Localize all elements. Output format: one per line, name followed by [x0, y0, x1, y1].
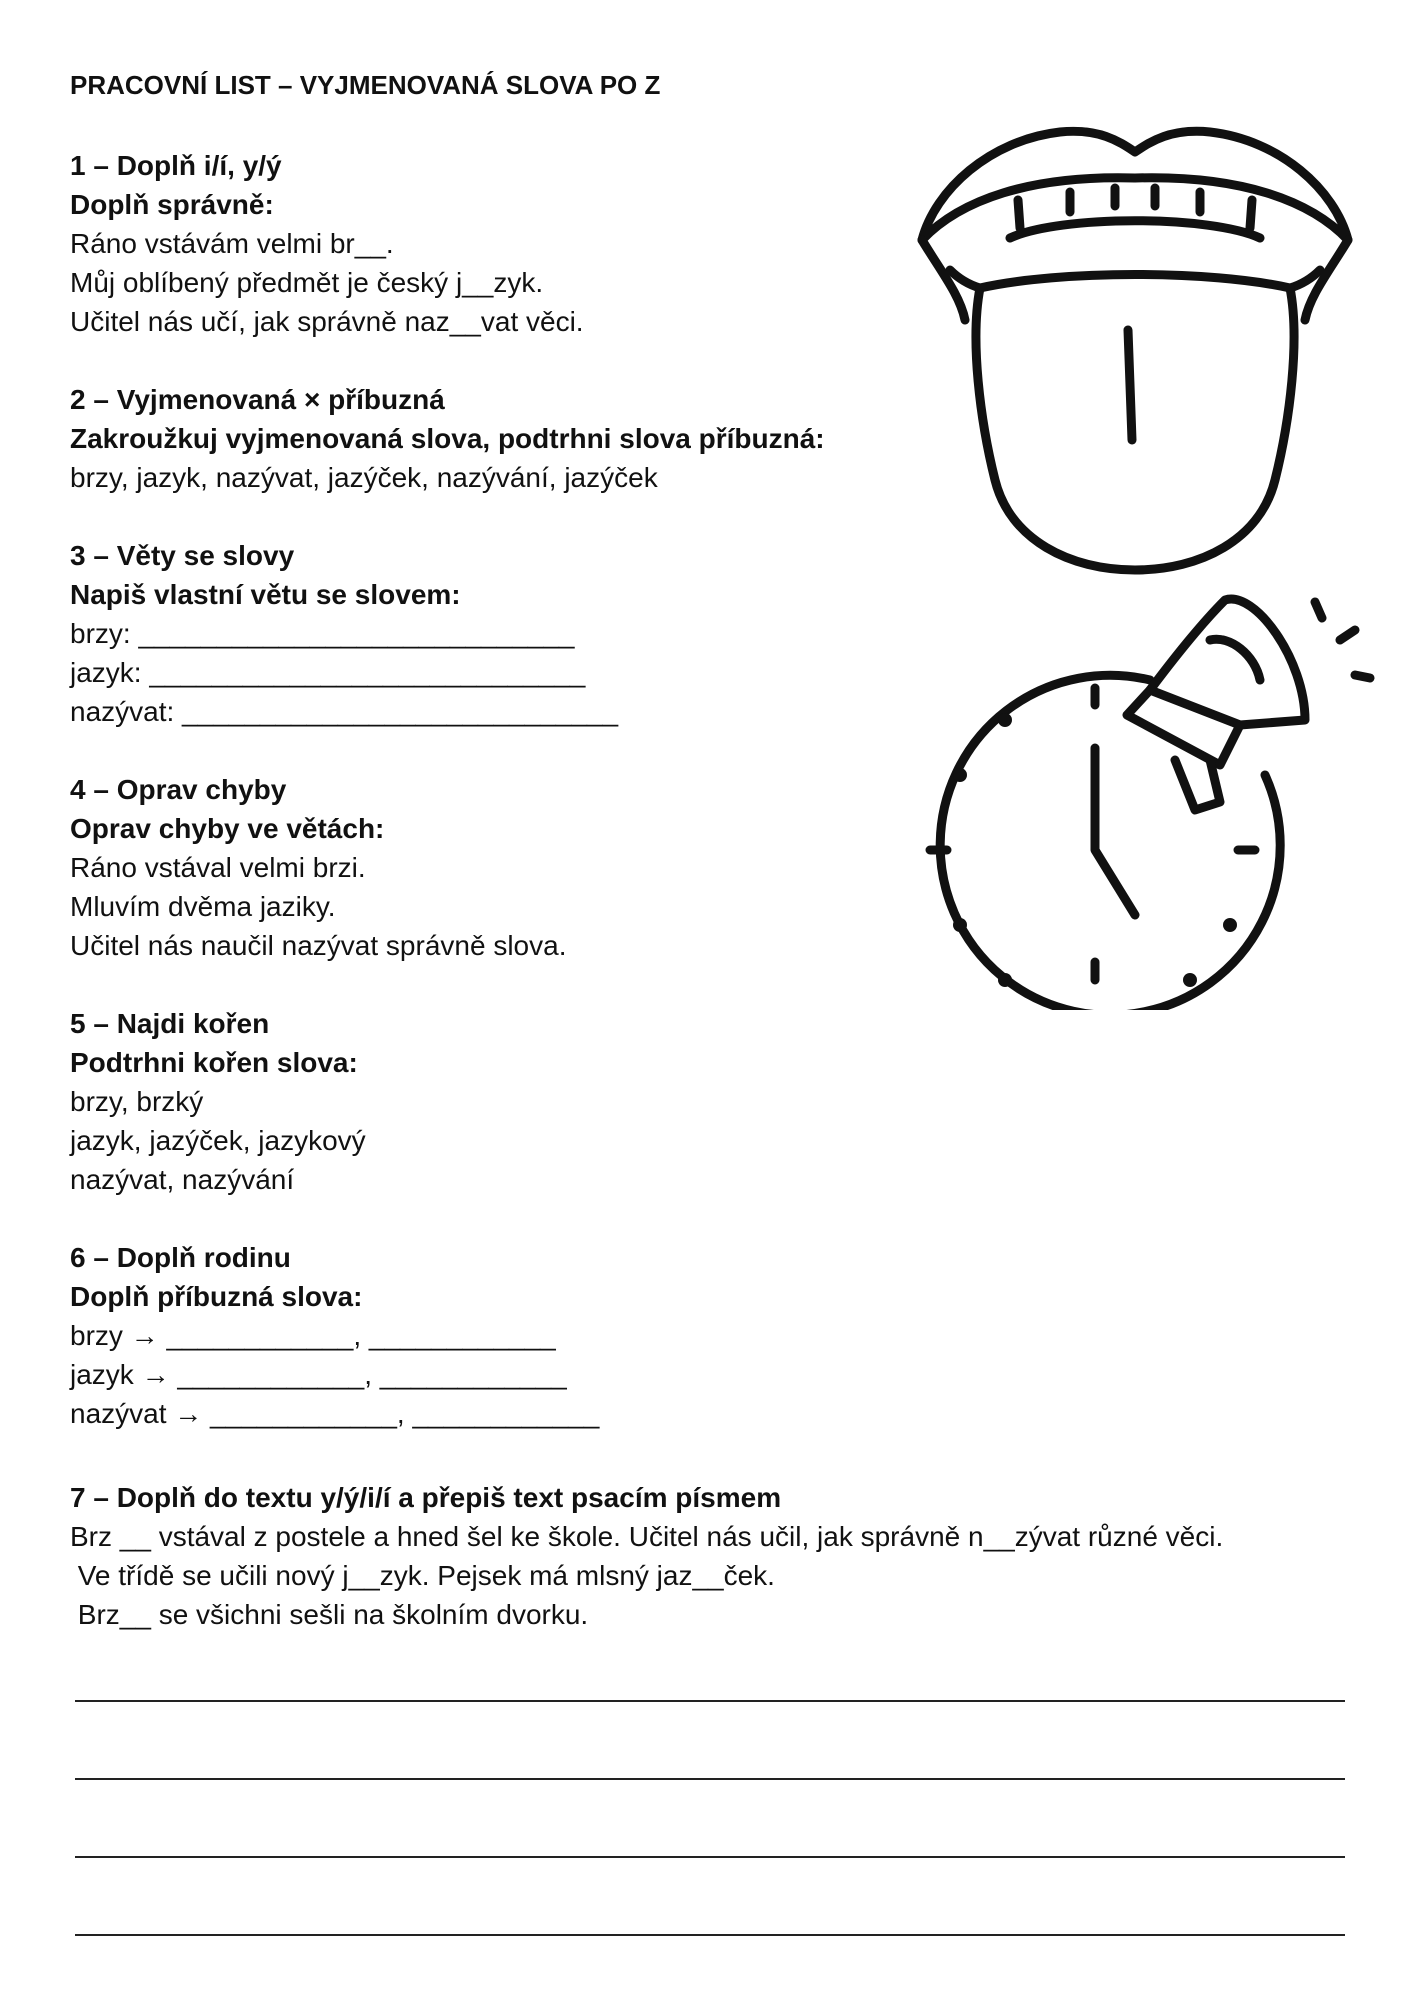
exercise-heading: 1 – Doplň i/í, y/ý — [70, 150, 282, 181]
exercise-6 — [70, 1238, 970, 1433]
exercise-line: nazývat: ____________________________ — [70, 696, 619, 727]
exercise-heading: 4 – Oprav chyby — [70, 774, 287, 805]
exercise-line: Brz__ se všichni sešli na školním dvorku. — [70, 1599, 589, 1630]
exercise-instruction: Doplň správně: — [70, 189, 274, 220]
exercise-heading: 3 – Věty se slovy — [70, 540, 295, 571]
tongue-mouth-icon — [910, 120, 1360, 590]
writing-line — [75, 1934, 1345, 1936]
exercise-heading: 2 – Vyjmenovaná × příbuzná — [70, 384, 445, 415]
exercise-line: Ráno vstávám velmi br__. — [70, 228, 394, 259]
exercise-instruction: Podtrhni kořen slova: — [70, 1047, 358, 1078]
exercise-line: brzy: ____________________________ — [70, 618, 575, 649]
exercise-3 — [70, 536, 970, 731]
exercise-line: Ráno vstával velmi brzi. — [70, 852, 366, 883]
exercise-line: brzy, brzký — [70, 1086, 204, 1117]
clock-megaphone-icon — [910, 580, 1390, 1010]
exercise-4 — [70, 770, 970, 965]
exercise-heading: 5 – Najdi kořen — [70, 1008, 270, 1039]
writing-line — [75, 1856, 1345, 1858]
exercise-line: Brz __ vstával z postele a hned šel ke škole. Učitel nás učil, jak správně n__zývat různé věci. — [70, 1521, 1224, 1552]
exercise-instruction: Doplň příbuzná slova: — [70, 1281, 363, 1312]
exercise-instruction: Zakroužkuj vyjmenovaná slova, podtrhni slova příbuzná: — [70, 423, 825, 454]
writing-line — [75, 1778, 1345, 1780]
exercise-line: nazývat, nazývání — [70, 1164, 295, 1195]
exercise-list — [70, 146, 970, 1472]
exercise-line: Učitel nás učí, jak správně naz__vat věci. — [70, 306, 584, 337]
exercise-heading: 6 – Doplň rodinu — [70, 1242, 291, 1273]
exercise-line: Ve třídě se učili nový j__zyk. Pejsek má mlsný jaz__ček. — [70, 1560, 775, 1591]
exercise-line: Mluvím dvěma jaziky. — [70, 891, 336, 922]
exercise-1 — [70, 146, 970, 341]
writing-lines — [75, 1700, 1345, 2012]
page-title: PRACOVNÍ LIST – VYJMENOVANÁ SLOVA PO Z — [70, 70, 661, 100]
exercise-instruction: Napiš vlastní větu se slovem: — [70, 579, 461, 610]
exercise-line: Učitel nás naučil nazývat správně slova. — [70, 930, 567, 961]
exercise-line: jazyk → ____________, ____________ — [70, 1359, 567, 1390]
exercise-line: nazývat → ____________, ____________ — [70, 1398, 600, 1429]
exercise-2 — [70, 380, 970, 497]
exercise-line: brzy, jazyk, nazývat, jazýček, nazývání, jazýček — [70, 462, 658, 493]
exercise-heading: 7 – Doplň do textu y/ý/i/í a přepiš text psacím písmem — [70, 1482, 782, 1513]
exercise-line: brzy → ____________, ____________ — [70, 1320, 556, 1351]
exercise-5 — [70, 1004, 970, 1199]
exercise-7 — [70, 1478, 1370, 1634]
exercise-instruction: Oprav chyby ve větách: — [70, 813, 385, 844]
writing-line — [75, 1700, 1345, 1702]
exercise-line: jazyk: ____________________________ — [70, 657, 586, 688]
exercise-line: Můj oblíbený předmět je český j__zyk. — [70, 267, 544, 298]
exercise-line: jazyk, jazýček, jazykový — [70, 1125, 366, 1156]
